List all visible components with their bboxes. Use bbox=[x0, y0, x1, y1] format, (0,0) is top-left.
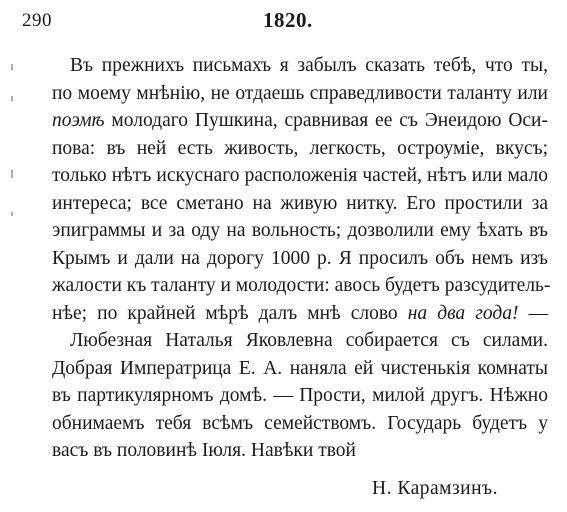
margin-mark bbox=[11, 212, 13, 216]
text-line-2: по моему мнѣнію, не отдаешь справедливости таланту или bbox=[52, 82, 548, 104]
text-line-8: Крымъ и дали на дорогу 1000 р. Я просилъ объ немъ изъ bbox=[52, 247, 548, 269]
text-line-1: Въ прежнихъ письмахъ я забылъ сказать тебѣ, что ты, bbox=[70, 55, 548, 76]
italic-phrase: на два года! bbox=[407, 302, 519, 324]
text-line-9: жалости къ таланту и молодости: авось будетъ разсудитель- bbox=[52, 275, 551, 296]
text-line-13: въ партикулярномъ домѣ. — Прости, милой другъ. Нѣжно bbox=[52, 385, 548, 406]
signature: Н. Карамзинъ. bbox=[372, 478, 499, 499]
text-line-7: эпиграммы и за оду на вольность; дозволили ему ѣхать въ bbox=[52, 220, 548, 241]
margin-mark bbox=[11, 170, 13, 178]
text-line-12: Добрая Императрица Е. А. наняла ей чистенькія комнаты bbox=[52, 357, 548, 379]
text-line-15: васъ въ половинѣ Іюля. Навѣки твой bbox=[52, 440, 356, 461]
running-head-year: 1820. bbox=[263, 8, 313, 32]
text-line-14: обнимаемъ тебя всѣмъ семействомъ. Государь будетъ у bbox=[52, 412, 548, 434]
text-line-10: нѣе; по крайней мѣрѣ далъ мнѣ слово на два года! — bbox=[52, 302, 549, 324]
text-line-3: поэмѣ молодаго Пушкина, сравнивая ее съ Энеидою Оси- bbox=[52, 110, 548, 131]
italic-term: поэмѣ bbox=[52, 110, 105, 131]
margin-mark bbox=[11, 64, 13, 70]
letter-body bbox=[52, 52, 551, 465]
text-line-5: только нѣтъ искуснаго расположенія частей, нѣтъ или мало bbox=[52, 165, 548, 186]
text-line-6: интереса; все сметано на живую нитку. Его простили за bbox=[52, 192, 548, 214]
page-number: 290 bbox=[22, 10, 52, 31]
text-line-4: пова: въ ней есть живость, легкость, остроуміе, вкусъ; bbox=[52, 137, 548, 159]
text-line-11: Любезная Наталья Яковлевна собирается съ силами. bbox=[70, 330, 548, 351]
margin-mark bbox=[11, 96, 13, 101]
